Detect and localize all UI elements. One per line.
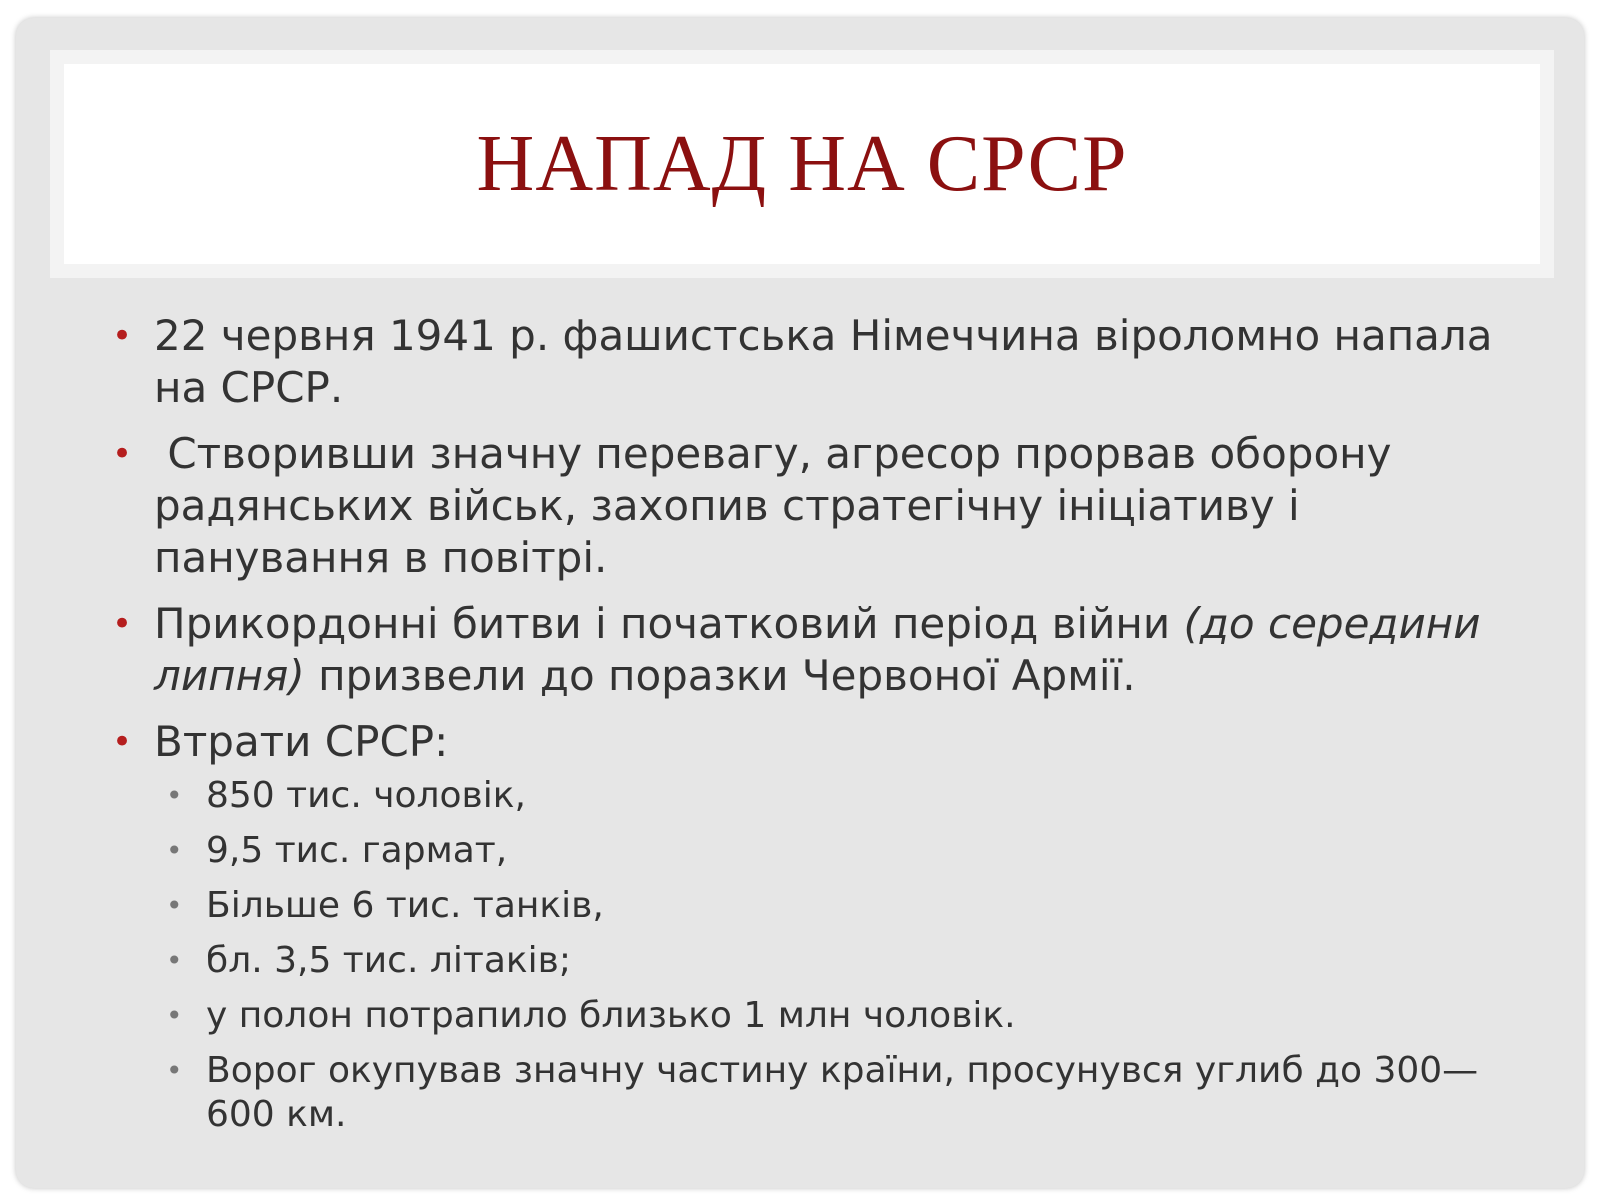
sub-bullet-text: Ворог окупував значну частину країни, просунувся углиб до 300— 600 км.	[206, 1050, 1479, 1135]
bullet-item	[112, 428, 1522, 584]
sub-bullet-dot-icon: •	[166, 779, 183, 812]
sub-bullet-item	[154, 994, 1522, 1038]
bullet-item	[112, 598, 1522, 702]
bullet-dot-icon: •	[112, 434, 133, 474]
sub-bullet-item	[154, 884, 1522, 928]
bullet-list	[112, 310, 1522, 1137]
bullet-dot-icon: •	[112, 722, 133, 762]
bullet-text: Втрати СРСР:	[154, 717, 449, 766]
sub-bullet-dot-icon: •	[166, 999, 183, 1032]
bullet-text: Створивши значну перевагу, агресор прорвав оборону радянських військ, захопив стратегічну ініціативу і панування в повітрі.	[154, 429, 1405, 582]
sub-bullet-text: 850 тис. чоловік,	[206, 775, 526, 816]
title-box	[64, 64, 1540, 264]
slide-content	[112, 310, 1522, 1151]
sub-bullet-text: бл. 3,5 тис. літаків;	[206, 940, 571, 981]
sub-bullet-item	[154, 774, 1522, 818]
bullet-text: Прикордонні битви і початковий період війни	[154, 599, 1184, 648]
sub-bullet-list	[154, 774, 1522, 1137]
sub-bullet-text: у полон потрапило близько 1 млн чоловік.	[206, 995, 1016, 1036]
sub-bullet-text: 9,5 тис. гармат,	[206, 830, 508, 871]
sub-bullet-dot-icon: •	[166, 944, 183, 977]
bullet-item	[112, 716, 1522, 1137]
bullet-text: призвели до поразки Червоної Армії.	[304, 651, 1136, 700]
sub-bullet-dot-icon: •	[166, 1054, 183, 1087]
sub-bullet-text: Більше 6 тис. танків,	[206, 885, 604, 926]
bullet-dot-icon: •	[112, 604, 133, 644]
sub-bullet-dot-icon: •	[166, 889, 183, 922]
bullet-dot-icon: •	[112, 316, 133, 356]
slide	[16, 18, 1584, 1188]
sub-bullet-item	[154, 829, 1522, 873]
sub-bullet-dot-icon: •	[166, 834, 183, 867]
bullet-text: 22 червня 1941 р. фашистська Німеччина віроломно напала на СРСР.	[154, 311, 1493, 412]
bullet-text-italic: (до середини липня)	[154, 599, 1481, 700]
sub-bullet-item	[154, 939, 1522, 983]
bullet-item	[112, 310, 1522, 414]
slide-title: НАПАД НА СРСР	[476, 119, 1128, 208]
title-frame	[50, 50, 1554, 278]
sub-bullet-item	[154, 1049, 1522, 1137]
